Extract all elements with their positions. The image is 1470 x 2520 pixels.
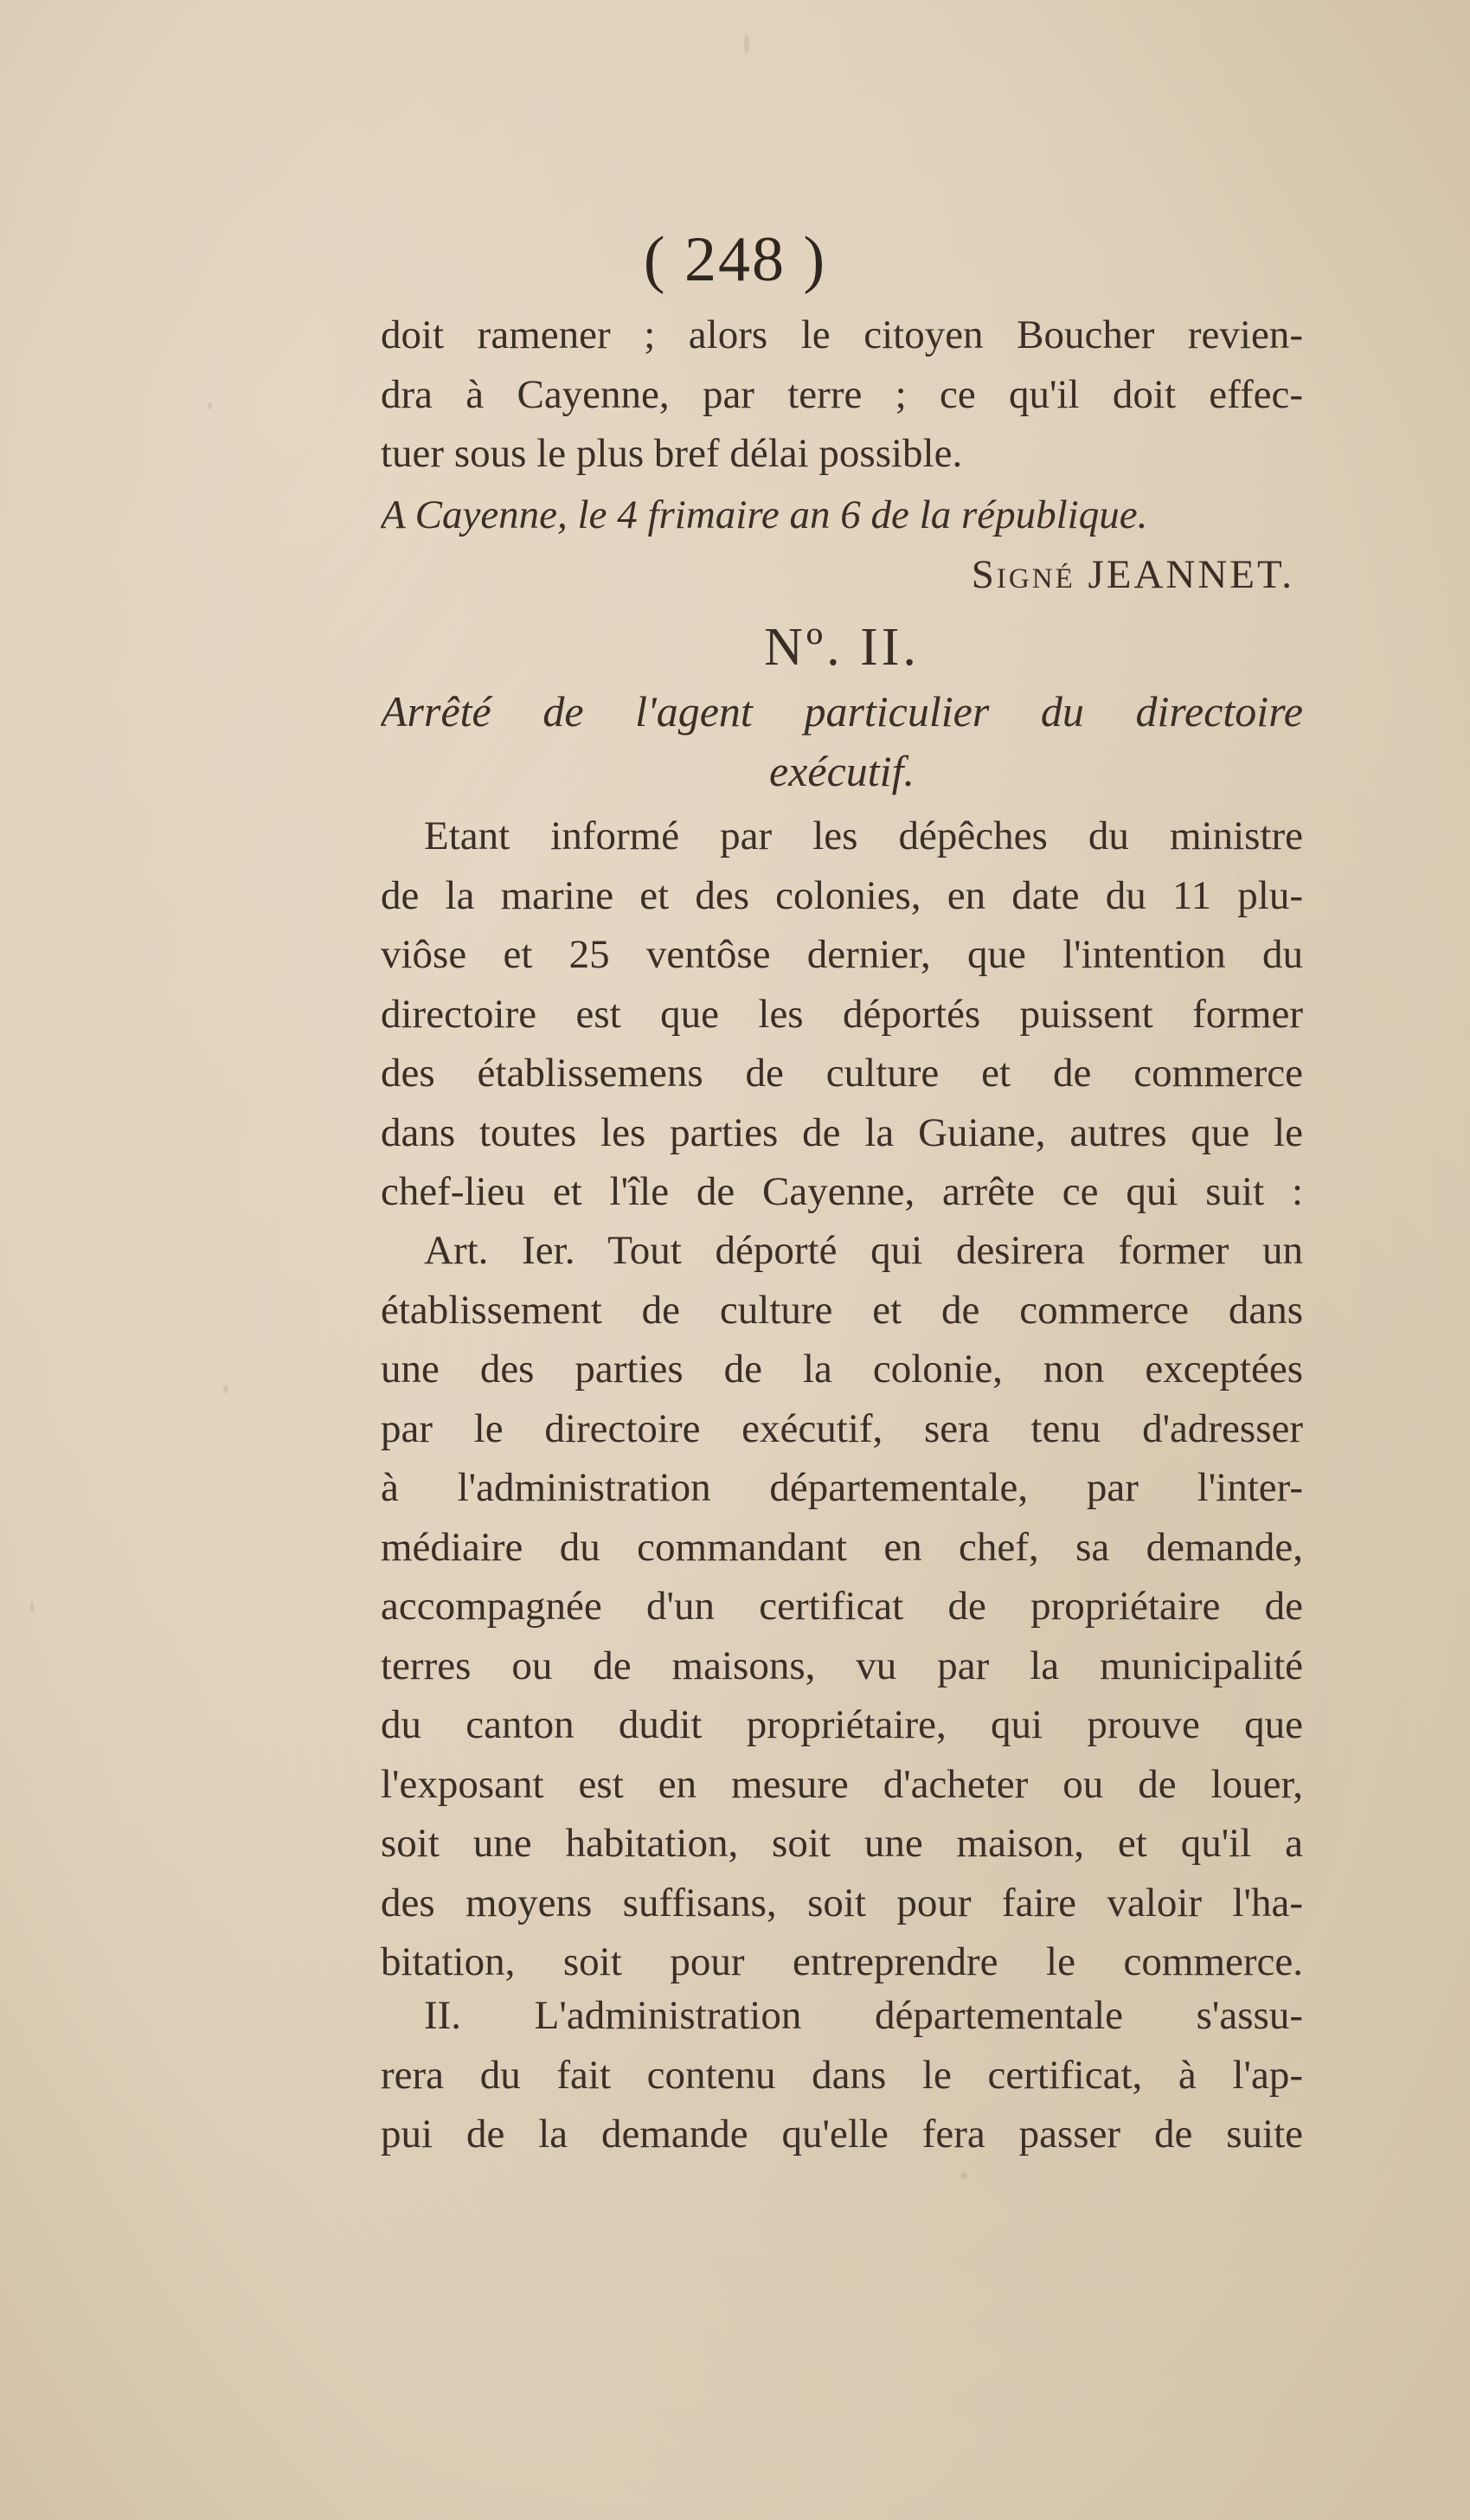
text-line: l'exposant est en mesure d'acheter ou de louer, [381,1761,1303,1807]
text-line: dans toutes les parties de la Guiane, autres que le [381,1109,1303,1155]
section-title-line: Arrêté de l'agent particulier du directoire [381,687,1303,736]
text-line: à l'administration départementale, par l'inter- [381,1465,1303,1510]
text-line: établissement de culture et de commerce dans [381,1287,1303,1333]
text-line: une des parties de la colonie, non exceptées [381,1347,1303,1392]
text-line: directoire est que les déportés puissent former [381,991,1303,1037]
section-header [381,613,1303,800]
text-line: dra à Cayenne, par terre ; ce qu'il doit effec- [381,371,1303,417]
text-line: tuer sous le plus bref délai possible. [381,431,963,476]
section-title-line: exécutif. [769,746,915,795]
text-line: Etant informé par les dépêches du ministre [424,813,1303,858]
continuation-paragraph [381,305,1303,484]
section-number: Nº. II. [764,618,920,677]
article-1 [381,1221,1303,1992]
text-line: chef-lieu et l'île de Cayenne, arrête ce qui suit : [381,1169,1303,1214]
page-number: ( 248 ) [643,224,827,295]
text-line: terres ou de maisons, vu par la municipalité [381,1642,1303,1688]
text-line: accompagnée d'un certificat de propriétaire de [381,1584,1303,1629]
text-line: doit ramener ; alors le citoyen Boucher revien- [381,312,1303,357]
text-line: du canton dudit propriétaire, qui prouve que [381,1702,1303,1747]
text-line: soit une habitation, soit une maison, et qu'il a [381,1821,1303,1866]
text-line: II. L'administration départementale s'assu- [424,1993,1303,2038]
text-line: par le directoire exécutif, sera tenu d'adresser [381,1405,1303,1451]
text-line: médiaire du commandant en chef, sa demande, [381,1524,1303,1570]
article-2 [381,1986,1303,2164]
text-line: rera du fait contenu dans le certificat, à l'ap- [381,2052,1303,2098]
paper-stain [223,1385,228,1393]
paper-stain [960,2172,967,2179]
paper-stain [208,402,212,409]
paper-stain [744,35,749,54]
text-line: bitation, soit pour entreprendre le commerce. [381,1939,1303,1984]
dateline: A Cayenne, le 4 frimaire an 6 de la république. [381,492,1148,537]
text-line: pui de la demande qu'elle fera passer de suite [381,2112,1303,2157]
text-line: Art. Ier. Tout déporté qui desirera former un [424,1228,1303,1273]
signature: Signé JEANNET. [971,551,1294,597]
text-line: viôse et 25 ventôse dernier, que l'intention du [381,932,1303,977]
text-line: de la marine et des colonies, en date du 11 plu- [381,872,1303,918]
text-line: des établissemens de culture et de commerce [381,1051,1303,1096]
text-line: des moyens suffisans, soit pour faire valoir l'ha- [381,1880,1303,1925]
paper-stain [30,1601,34,1613]
closing-block [381,485,1303,604]
preamble-paragraph [381,807,1303,1222]
